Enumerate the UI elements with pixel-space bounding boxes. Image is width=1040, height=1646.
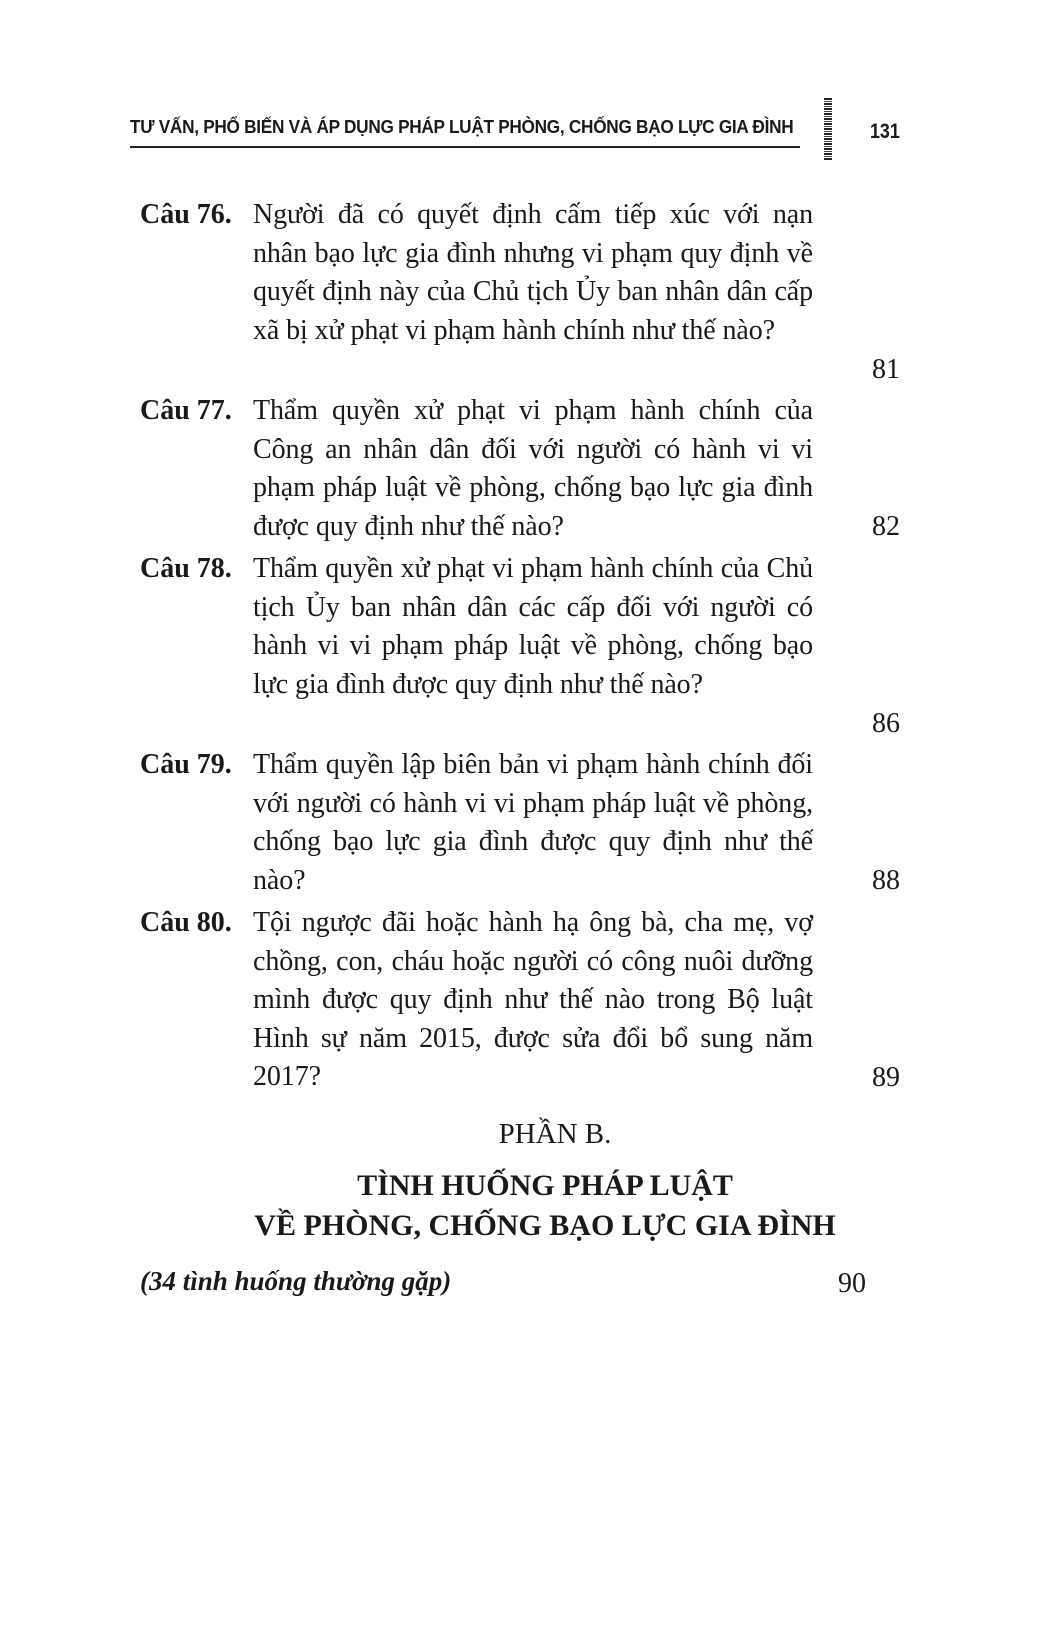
running-header — [130, 108, 830, 148]
section-title-line-2: VỀ PHÒNG, CHỐNG BẠO LỰC GIA ĐÌNH — [254, 1209, 836, 1242]
toc-entry-text: Thẩm quyền lập biên bản vi phạm hành chính đối với người có hành vi vi phạm pháp luật về phòng, chống bạo lực gia đình được quy định như thế nào? — [253, 749, 813, 896]
toc-entry-text: Người đã có quyết định cấm tiếp xúc với nạn nhân bạo lực gia đình nhưng vi phạm quy định về quyết định này của Chủ tịch Ủy ban nhân dân cấp xã bị xử phạt vi phạm hành chính như thế nào? — [253, 199, 813, 346]
toc-entry-78 — [140, 550, 900, 743]
running-header-title: TƯ VẤN, PHỔ BIẾN VÀ ÁP DỤNG PHÁP LUẬT PHÒNG, CHỐNG BẠO LỰC GIA ĐÌNH — [130, 116, 794, 137]
section-page: 90 — [838, 1268, 866, 1299]
toc-entry-page: 82 — [872, 510, 900, 542]
page-number: 131 — [870, 120, 900, 143]
toc-entry-text: Thẩm quyền xử phạt vi phạm hành chính của Chủ tịch Ủy ban nhân dân các cấp đối với người có hành vi vi phạm pháp luật về phòng, chống bạo lực gia đình được quy định như thế nào? — [253, 553, 813, 700]
toc-entry-text: Tội ngược đãi hoặc hành hạ ông bà, cha mẹ, vợ chồng, con, cháu hoặc người có công nuôi dưỡng mình được quy định như thế nào trong Bộ luật Hình sự năm 2015, được sửa đổi bổ sung năm 2017? — [253, 907, 813, 1092]
section-part-heading: PHẦN B. — [498, 1118, 612, 1150]
toc-entry-label: Câu 80. — [140, 907, 232, 938]
toc-entry-77 — [140, 392, 900, 546]
toc-entry-page: 86 — [872, 707, 900, 739]
section-title — [0, 1166, 1040, 1246]
toc-entry-label: Câu 78. — [140, 553, 232, 584]
toc-entry-79 — [140, 746, 900, 900]
header-rule — [130, 146, 800, 148]
toc-entry-76 — [140, 196, 900, 389]
section-title-line-1: TÌNH HUỐNG PHÁP LUẬT — [357, 1169, 733, 1202]
toc-entry-text: Thẩm quyền xử phạt vi phạm hành chính của Công an nhân dân đối với người có hành vi vi phạm pháp luật về phòng, chống bạo lực gia đình được quy định như thế nào? — [253, 395, 813, 542]
toc-entry-label: Câu 79. — [140, 749, 232, 780]
toc-entry-page: 89 — [872, 1061, 900, 1093]
toc-entry-page: 88 — [872, 864, 900, 896]
header-ornament — [824, 98, 832, 160]
toc-entry-label: Câu 77. — [140, 395, 232, 426]
toc-entry-label: Câu 76. — [140, 199, 232, 230]
toc-entry-80 — [140, 904, 900, 1097]
toc-entry-page: 81 — [872, 353, 900, 385]
section-subtitle: (34 tình huống thường gặp) — [140, 1266, 452, 1296]
